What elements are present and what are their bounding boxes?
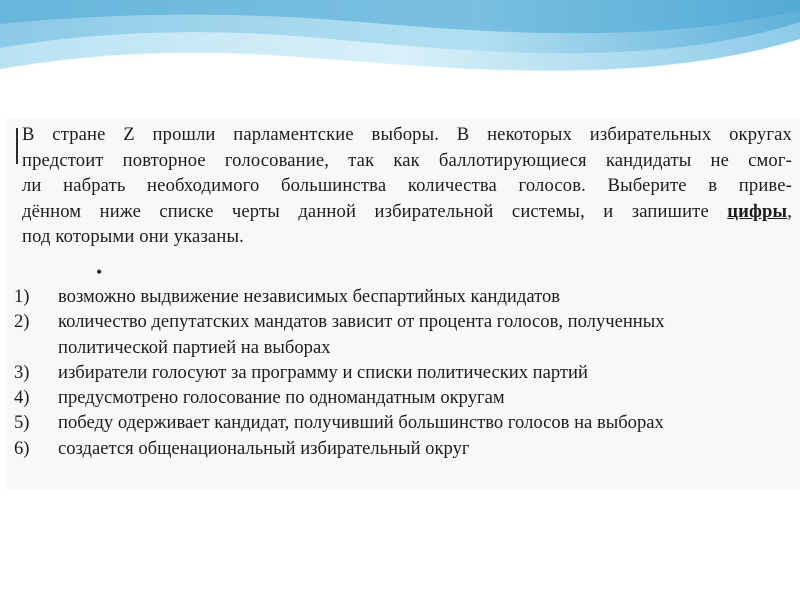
intro-line-3: ли набрать необходимого большинства количества голосов. Выберите в приве- — [22, 175, 792, 196]
option-number: 6) — [14, 437, 30, 459]
option-number: 5) — [14, 412, 30, 434]
intro-line-2: предстоит повторное голосование, так как баллотирующиеся кандидаты не смог- — [22, 149, 792, 171]
option-number: 1) — [14, 286, 30, 307]
option-text-continued: политической партией на выборах — [58, 336, 331, 358]
option-text: количество депутатских мандатов зависит от процента голосов, полученных — [58, 311, 665, 333]
option-6 — [14, 436, 794, 461]
option-1 — [14, 284, 794, 309]
stray-dot: • — [96, 262, 103, 282]
option-5 — [14, 410, 794, 435]
option-number: 3) — [14, 361, 30, 383]
option-text: избиратели голосуют за программу и списки политических партий — [58, 361, 588, 383]
intro-line-1: В стране Z прошли парламентские выборы. В некоторых избирательных округах — [22, 124, 792, 145]
header-wave-decoration — [0, 0, 800, 95]
option-number: 4) — [14, 387, 30, 409]
keyword-digits: цифры — [727, 200, 788, 222]
option-2 — [14, 309, 794, 360]
intro-line-4 — [22, 199, 792, 225]
task-intro — [22, 122, 792, 250]
options-list — [14, 284, 794, 461]
option-text: победу одерживает кандидат, получивший большинство голосов на выборах — [58, 412, 664, 434]
option-3 — [14, 360, 794, 385]
keyword-comma: , — [787, 200, 792, 222]
option-text: возможно выдвижение независимых беспартийных кандидатов — [58, 286, 561, 307]
option-text: предусмотрено голосование по одномандатным округам — [58, 387, 505, 409]
option-number: 2) — [14, 311, 30, 333]
option-4 — [14, 385, 794, 410]
option-text: создается общенациональный избирательный округ — [58, 437, 470, 459]
intro-line-5: под которыми они указаны. — [22, 226, 244, 247]
scan-edge-mark — [16, 128, 18, 164]
intro-line-4-text: дённом ниже списке черты данной избирательной системы, и запишите — [22, 200, 709, 222]
